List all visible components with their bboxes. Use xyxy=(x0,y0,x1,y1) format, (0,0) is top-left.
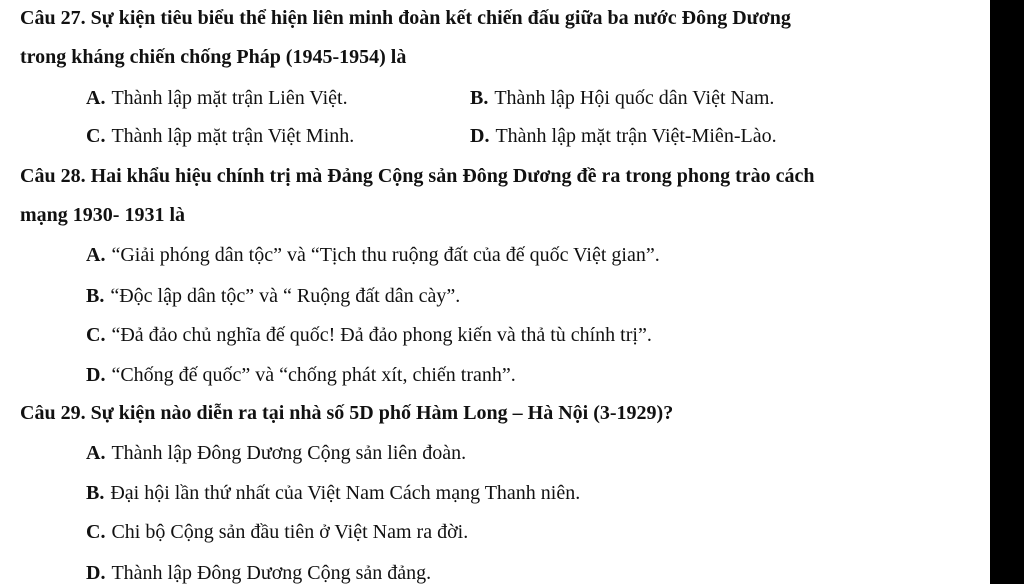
question-29-option-c xyxy=(86,520,468,544)
option-text: Đại hội lần thứ nhất của Việt Nam Cách mạng Thanh niên. xyxy=(110,482,581,504)
option-letter: D. xyxy=(86,364,106,386)
question-27-option-b xyxy=(470,86,774,110)
option-text: Thành lập Hội quốc dân Việt Nam. xyxy=(494,87,775,109)
option-text: “Giải phóng dân tộc” và “Tịch thu ruộng đất của đế quốc Việt gian”. xyxy=(111,244,660,266)
question-28-option-c xyxy=(86,323,652,347)
question-29-line-1: Câu 29. Sự kiện nào diễn ra tại nhà số 5D phố Hàm Long – Hà Nội (3-1929)? xyxy=(20,402,674,424)
option-text: “Độc lập dân tộc” và “ Ruộng đất dân cày”. xyxy=(110,285,461,307)
question-29-option-a xyxy=(86,441,466,465)
option-letter: D. xyxy=(86,562,106,584)
option-letter: A. xyxy=(86,244,106,266)
question-27-line-2: trong kháng chiến chống Pháp (1945-1954) là xyxy=(20,46,407,68)
question-28-line-1: Câu 28. Hai khẩu hiệu chính trị mà Đảng Cộng sản Đông Dương đề ra trong phong trào cách xyxy=(20,165,815,187)
option-text: Thành lập Đông Dương Cộng sản đảng. xyxy=(111,562,432,584)
question-28-option-b xyxy=(86,284,460,308)
question-28-option-a xyxy=(86,243,660,267)
question-27-option-c xyxy=(86,124,354,148)
question-29-option-d xyxy=(86,561,431,584)
option-letter: C. xyxy=(86,521,106,543)
question-28-option-d xyxy=(86,363,516,387)
question-27-line-1: Câu 27. Sự kiện tiêu biểu thể hiện liên minh đoàn kết chiến đấu giữa ba nước Đông Dương xyxy=(20,7,791,29)
option-text: Thành lập mặt trận Liên Việt. xyxy=(111,87,348,109)
option-letter: A. xyxy=(86,87,106,109)
question-29-option-b xyxy=(86,481,580,505)
question-27-option-d xyxy=(470,124,777,148)
option-text: Thành lập Đông Dương Cộng sản liên đoàn. xyxy=(111,442,467,464)
option-letter: C. xyxy=(86,125,106,147)
option-letter: A. xyxy=(86,442,106,464)
question-27-option-a xyxy=(86,86,348,110)
option-letter: D. xyxy=(470,125,490,147)
option-letter: B. xyxy=(86,482,105,504)
option-text: Thành lập mặt trận Việt Minh. xyxy=(111,125,355,147)
option-text: “Chống đế quốc” và “chống phát xít, chiến tranh”. xyxy=(111,364,516,386)
option-letter: C. xyxy=(86,324,106,346)
option-letter: B. xyxy=(470,87,489,109)
question-28-line-2: mạng 1930- 1931 là xyxy=(20,204,185,226)
option-text: “Đả đảo chủ nghĩa đế quốc! Đả đảo phong kiến và thả tù chính trị”. xyxy=(111,324,652,346)
option-text: Thành lập mặt trận Việt-Miên-Lào. xyxy=(495,125,777,147)
option-letter: B. xyxy=(86,285,105,307)
option-text: Chi bộ Cộng sản đầu tiên ở Việt Nam ra đời. xyxy=(111,521,469,543)
